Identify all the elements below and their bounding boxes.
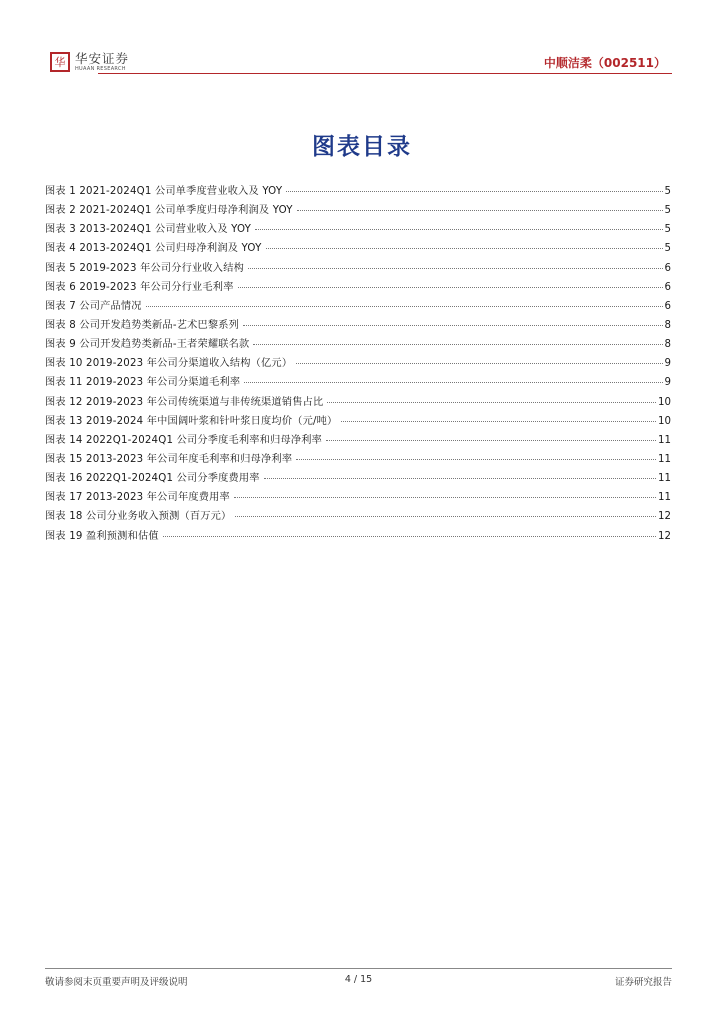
page-footer <box>45 974 672 988</box>
toc-entry-label[interactable]: 图表 16 2022Q1-2024Q1 公司分季度费用率 <box>45 473 260 485</box>
toc-entry-page[interactable]: 5 <box>664 186 671 197</box>
toc-dot-leader <box>163 536 656 537</box>
toc-dot-leader <box>253 344 662 345</box>
toc-list <box>45 182 671 546</box>
toc-entry-page[interactable]: 8 <box>664 339 671 351</box>
page-number: 4 / 15 <box>344 974 373 985</box>
toc-dot-leader <box>235 516 656 517</box>
toc-entry[interactable] <box>45 469 671 488</box>
toc-dot-leader <box>243 325 662 326</box>
logo-chinese-name: 华安证券 <box>75 51 130 66</box>
header-divider <box>98 73 672 74</box>
toc-dot-leader <box>146 306 663 307</box>
toc-entry-label[interactable]: 图表 2 2021-2024Q1 公司单季度归母净利润及 YOY <box>45 205 293 217</box>
toc-entry-label[interactable]: 图表 18 公司分业务收入预测（百万元） <box>45 511 232 523</box>
toc-entry-page[interactable]: 9 <box>664 377 671 389</box>
toc-entry[interactable] <box>45 373 671 392</box>
toc-entry-label[interactable]: 图表 14 2022Q1-2024Q1 公司分季度毛利率和归母净利率 <box>45 434 323 446</box>
toc-entry-label[interactable]: 图表 15 2013-2023 年公司年度毛利率和归母净利率 <box>45 453 293 465</box>
toc-entry-label[interactable]: 图表 6 2019-2023 年公司分行业毛利率 <box>45 281 234 293</box>
toc-title: 图表目录 <box>312 133 412 160</box>
toc-dot-leader <box>341 421 656 422</box>
toc-entry-label[interactable]: 图表 11 2019-2023 年公司分渠道毛利率 <box>45 377 241 389</box>
toc-entry-page[interactable]: 5 <box>664 243 671 255</box>
footer-report-type: 证券研究报告 <box>614 977 672 988</box>
toc-entry-label[interactable]: 图表 3 2013-2024Q1 公司营业收入及 YOY <box>45 224 252 236</box>
toc-entry-page[interactable]: 8 <box>664 319 671 331</box>
toc-entry[interactable] <box>45 431 671 450</box>
toc-dot-leader <box>296 459 656 460</box>
toc-entry-page[interactable]: 11 <box>658 492 671 504</box>
toc-entry-label[interactable]: 图表 9 公司开发趋势类新品-王者荣耀联名款 <box>45 339 250 351</box>
toc-entry[interactable] <box>45 507 671 526</box>
toc-dot-leader <box>238 287 663 288</box>
toc-entry-label[interactable]: 图表 19 盈利预测和估值 <box>45 530 159 542</box>
toc-entry-label[interactable]: 图表 10 2019-2023 年公司分渠道收入结构（亿元） <box>45 358 293 370</box>
toc-entry[interactable] <box>45 316 671 335</box>
toc-entry[interactable] <box>45 354 671 373</box>
toc-entry-page[interactable]: 10 <box>658 396 671 408</box>
logo-seal-icon: 华 <box>50 52 70 72</box>
toc-entry-label[interactable]: 图表 13 2019-2024 年中国阔叶浆和针叶浆日度均价（元/吨） <box>45 415 338 427</box>
toc-entry-page[interactable]: 12 <box>658 511 671 523</box>
toc-entry-label[interactable]: 图表 8 公司开发趋势类新品-艺术巴黎系列 <box>45 319 240 331</box>
toc-dot-leader <box>244 382 662 383</box>
toc-entry[interactable] <box>45 278 671 297</box>
toc-dot-leader <box>286 191 662 192</box>
toc-entry[interactable] <box>45 259 671 278</box>
toc-entry-page[interactable]: 9 <box>664 358 671 370</box>
toc-entry-label[interactable]: 图表 17 2013-2023 年公司年度费用率 <box>45 492 230 504</box>
toc-entry[interactable] <box>45 412 671 431</box>
logo-english-name: HUAAN RESEARCH <box>75 66 126 72</box>
toc-entry-page[interactable]: 5 <box>664 205 671 217</box>
toc-entry[interactable] <box>45 393 671 412</box>
toc-entry-page[interactable]: 10 <box>658 415 671 427</box>
toc-dot-leader <box>264 478 656 479</box>
toc-dot-leader <box>326 440 656 441</box>
toc-entry-page[interactable]: 12 <box>658 530 671 542</box>
toc-dot-leader <box>296 363 662 364</box>
toc-entry[interactable] <box>45 488 671 507</box>
footer-disclaimer: 敬请参阅末页重要声明及评级说明 <box>45 977 188 988</box>
toc-entry-label[interactable]: 图表 7 公司产品情况 <box>45 300 142 312</box>
toc-entry[interactable] <box>45 335 671 354</box>
toc-dot-leader <box>248 268 663 269</box>
toc-entry-page[interactable]: 5 <box>664 224 671 236</box>
toc-entry-page[interactable]: 11 <box>658 473 671 485</box>
toc-dot-leader <box>234 497 656 498</box>
toc-entry-label[interactable]: 图表 5 2019-2023 年公司分行业收入结构 <box>45 262 244 274</box>
toc-entry-label[interactable]: 图表 4 2013-2024Q1 公司归母净利润及 YOY <box>45 243 262 255</box>
toc-entry[interactable] <box>45 297 671 316</box>
toc-entry[interactable] <box>45 527 671 546</box>
toc-entry-page[interactable]: 6 <box>664 281 671 293</box>
toc-dot-leader <box>297 210 663 211</box>
toc-entry-page[interactable]: 6 <box>664 262 671 274</box>
toc-entry-page[interactable]: 11 <box>658 453 671 465</box>
toc-dot-leader <box>266 248 663 249</box>
toc-entry-label[interactable]: 图表 12 2019-2023 年公司传统渠道与非传统渠道销售占比 <box>45 396 324 408</box>
toc-dot-leader <box>255 229 662 230</box>
company-logo <box>50 52 129 72</box>
toc-entry-page[interactable]: 6 <box>664 300 671 312</box>
toc-entry[interactable] <box>45 201 671 220</box>
footer-divider <box>45 968 672 969</box>
toc-entry[interactable] <box>45 239 671 258</box>
toc-entry[interactable] <box>45 220 671 239</box>
toc-entry[interactable] <box>45 450 671 469</box>
toc-entry[interactable] <box>45 182 671 201</box>
report-company-title: 中顺洁柔（002511） <box>543 56 666 70</box>
toc-dot-leader <box>327 402 656 403</box>
toc-entry-page[interactable]: 11 <box>658 434 671 446</box>
toc-entry-label[interactable]: 图表 1 2021-2024Q1 公司单季度营业收入及 YOY <box>45 186 283 197</box>
